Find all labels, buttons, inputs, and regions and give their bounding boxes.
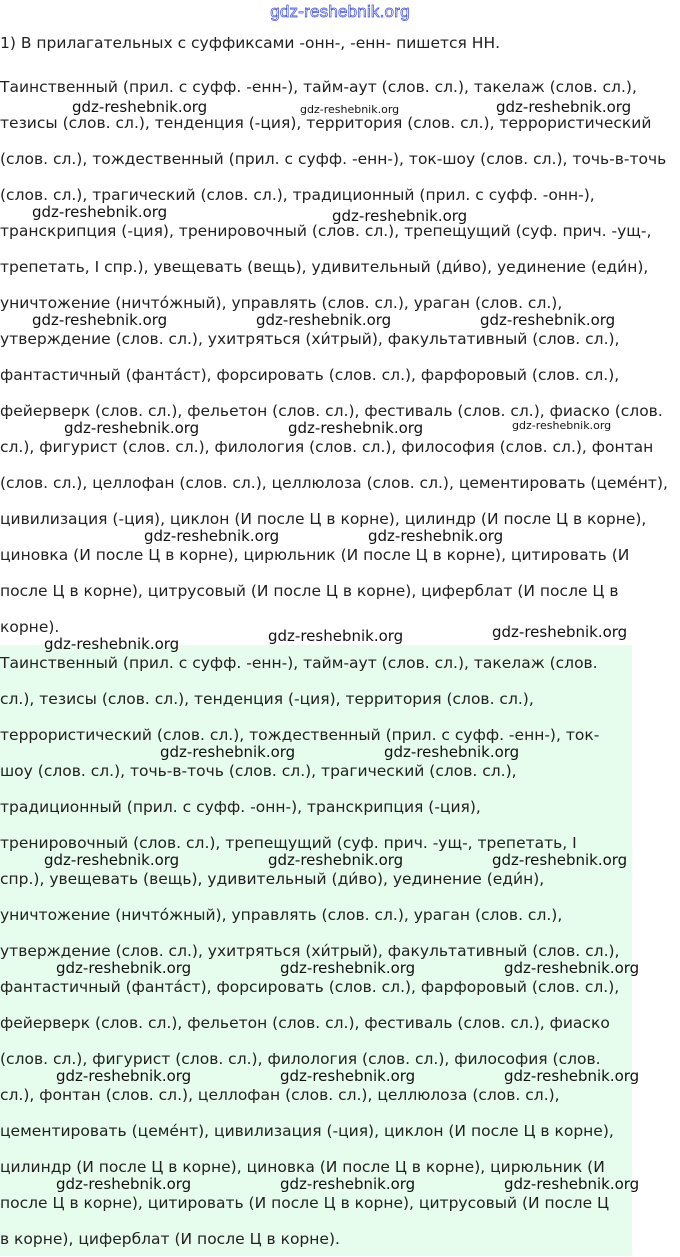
watermark: gdz-reshebnik.org (512, 419, 612, 432)
text-line: транскрипция (-ция), тренировочный (слов. сл.), трепещущий (суф. прич. -ущ-, (0, 222, 652, 240)
text-line: (слов. сл.), фигурист (слов. сл.), филология (слов. сл.), философия (слов. (0, 1050, 601, 1068)
text-line: (слов. сл.), целлофан (слов. сл.), целлюлоза (слов. сл.), цементировать (цеме́нт), (0, 474, 668, 492)
text-line: уничтожение (ничто́жный), управлять (слов. сл.), ураган (слов. сл.), (0, 906, 563, 924)
site-header[interactable]: gdz-reshebnik.org (270, 2, 410, 21)
watermark: gdz-reshebnik.org (56, 1067, 192, 1085)
watermark: gdz-reshebnik.org (280, 1067, 416, 1085)
text-line: корне). (0, 618, 60, 636)
text-line: тезисы (слов. сл.), тенденция (-ция), территория (слов. сл.), террористический (0, 114, 652, 132)
watermark: gdz-reshebnik.org (492, 851, 628, 869)
watermark: gdz-reshebnik.org (268, 627, 404, 645)
text-line: (слов. сл.), тождественный (прил. с суфф. -енн-), ток-шоу (слов. сл.), точь-в-точь (0, 150, 667, 168)
watermark: gdz-reshebnik.org (256, 311, 392, 329)
watermark: gdz-reshebnik.org (280, 959, 416, 977)
text-line: утверждение (слов. сл.), ухитряться (хи́трый), факультативный (слов. сл.), (0, 330, 620, 348)
watermark: gdz-reshebnik.org (56, 1175, 192, 1193)
watermark: gdz-reshebnik.org (160, 743, 296, 761)
watermark: gdz-reshebnik.org (368, 527, 504, 545)
text-line: фейерверк (слов. сл.), фельетон (слов. сл.), фестиваль (слов. сл.), фиаско (0, 1014, 610, 1032)
watermark: gdz-reshebnik.org (504, 959, 640, 977)
text-line: после Ц в корне), цитрусовый (И после Ц в корне), циферблат (И после Ц в (0, 582, 619, 600)
watermark: gdz-reshebnik.org (268, 851, 404, 869)
word-list-highlighted (0, 645, 680, 1257)
watermark: gdz-reshebnik.org (32, 311, 168, 329)
text-line: цилиндр (И после Ц в корне), циновка (И после Ц в корне), цирюльник (И (0, 1158, 605, 1176)
watermark: gdz-reshebnik.org (144, 527, 280, 545)
watermark: gdz-reshebnik.org (72, 98, 208, 116)
text-line: (слов. сл.), трагический (слов. сл.), традиционный (прил. с суфф. -онн-), (0, 186, 595, 204)
watermark: gdz-reshebnik.org (300, 103, 400, 116)
text-line: традиционный (прил. с суфф. -онн-), транскрипция (-ция), (0, 798, 481, 816)
watermark: gdz-reshebnik.org (496, 98, 632, 116)
text-line: уничтожение (ничто́жный), управлять (слов. сл.), ураган (слов. сл.), (0, 294, 563, 312)
text-line: Таинственный (прил. с суфф. -енн-), тайм-аут (слов. сл.), такелаж (слов. сл.), (0, 78, 637, 96)
text-line: трепетать, I спр.), увещевать (вещь), удивительный (ди́во), уединение (еди́н), (0, 258, 649, 276)
text-line: тренировочный (слов. сл.), трепещущий (суф. прич. -ущ-, трепетать, I (0, 834, 577, 852)
text-line: Таинственный (прил. с суфф. -енн-), тайм-аут (слов. сл.), такелаж (слов. (0, 654, 598, 672)
watermark: gdz-reshebnik.org (480, 311, 616, 329)
watermark: gdz-reshebnik.org (504, 1175, 640, 1193)
text-line: сл.), фигурист (слов. сл.), филология (слов. сл.), философия (слов. сл.), фонтан (0, 438, 654, 456)
watermark: gdz-reshebnik.org (32, 203, 168, 221)
watermark: gdz-reshebnik.org (44, 851, 180, 869)
rule-statement: 1) В прилагательных с суффиксами -онн-, -енн- пишется НН. (0, 34, 501, 52)
watermark: gdz-reshebnik.org (288, 419, 424, 437)
watermark: gdz-reshebnik.org (504, 1067, 640, 1085)
text-line: сл.), тезисы (слов. сл.), тенденция (-ция), территория (слов. сл.), (0, 690, 534, 708)
watermark: gdz-reshebnik.org (280, 1175, 416, 1193)
watermark: gdz-reshebnik.org (492, 623, 628, 641)
text-line: фейерверк (слов. сл.), фельетон (слов. сл.), фестиваль (слов. сл.), фиаско (слов. (0, 402, 663, 420)
text-line: цементировать (цеме́нт), цивилизация (-ция), циклон (И после Ц в корне), (0, 1122, 614, 1140)
text-line: циновка (И после Ц в корне), цирюльник (И после Ц в корне), цитировать (И (0, 546, 630, 564)
text-line: сл.), фонтан (слов. сл.), целлофан (слов. сл.), целлюлоза (слов. сл.), (0, 1086, 560, 1104)
text-line: в корне), циферблат (И после Ц в корне). (0, 1230, 340, 1248)
watermark: gdz-reshebnik.org (44, 635, 180, 653)
text-line: утверждение (слов. сл.), ухитряться (хи́трый), факультативный (слов. сл.), (0, 942, 620, 960)
text-line: спр.), увещевать (вещь), удивительный (ди́во), уединение (еди́н), (0, 870, 545, 888)
watermark: gdz-reshebnik.org (332, 207, 468, 225)
text-line: фантастичный (фанта́ст), форсировать (слов. сл.), фарфоровый (слов. сл.), (0, 366, 620, 384)
text-line: после Ц в корне), цитировать (И после Ц в корне), цитрусовый (И после Ц (0, 1194, 610, 1212)
word-list-plain (0, 69, 680, 645)
text-line: террористический (слов. сл.), тождественный (прил. с суфф. -енн-), ток- (0, 726, 600, 744)
text-line: шоу (слов. сл.), точь-в-точь (слов. сл.), трагический (слов. сл.), (0, 762, 517, 780)
watermark: gdz-reshebnik.org (64, 419, 200, 437)
watermark: gdz-reshebnik.org (384, 743, 520, 761)
text-line: фантастичный (фанта́ст), форсировать (слов. сл.), фарфоровый (слов. сл.), (0, 978, 620, 996)
text-line: цивилизация (-ция), циклон (И после Ц в корне), цилиндр (И после Ц в корне), (0, 510, 647, 528)
watermark: gdz-reshebnik.org (56, 959, 192, 977)
